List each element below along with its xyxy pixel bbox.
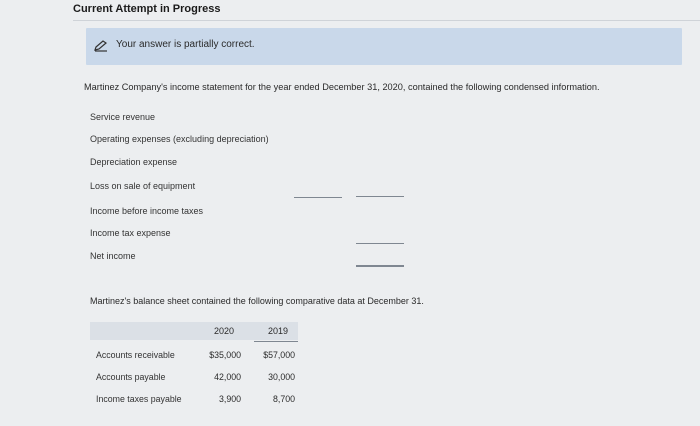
year-2020: 2020 [213,326,234,336]
underline-total-expenses [356,196,404,197]
attempt-title: Current Attempt in Progress [73,3,221,15]
bal-ar-2020: $35,000 [209,350,241,360]
pencil-icon [94,39,108,51]
feedback-message: Your answer is partially correct. [116,39,255,50]
bal-itp-2019: 8,700 [272,394,295,404]
row-label-net-income: Net income [90,251,136,261]
divider [73,20,700,21]
year-2019: 2019 [267,326,288,336]
row-label-service-revenue: Service revenue [90,112,156,122]
row-label-loss-on-sale: Loss on sale of equipment [90,181,196,191]
bal-label-accounts-payable: Accounts payable [96,372,166,382]
year-underline [254,341,298,342]
balance-sheet-intro: Martinez's balance sheet contained the following comparative data at December 31. [90,296,424,306]
row-label-income-before-taxes: Income before income taxes [90,206,204,216]
balance-sheet-header [90,322,298,340]
row-label-income-tax-expense: Income tax expense [90,228,171,238]
underline-income-tax [356,243,404,244]
feedback-banner [86,28,682,65]
double-underline-net-income [356,265,404,267]
problem-intro: Martinez Company's income statement for the year ended December 31, 2020, contained the following condensed information. [84,82,600,92]
bal-itp-2020: 3,900 [218,394,241,404]
bal-ap-2020: 42,000 [214,372,241,382]
underline-col1 [294,197,342,198]
bal-label-income-taxes-payable: Income taxes payable [96,394,182,404]
row-label-operating-expenses: Operating expenses (excluding depreciation) [90,134,269,144]
row-label-depreciation-expense: Depreciation expense [90,157,178,167]
bal-ar-2019: $57,000 [263,350,295,360]
bal-ap-2019: 30,000 [268,372,295,382]
bal-label-accounts-receivable: Accounts receivable [96,350,175,360]
